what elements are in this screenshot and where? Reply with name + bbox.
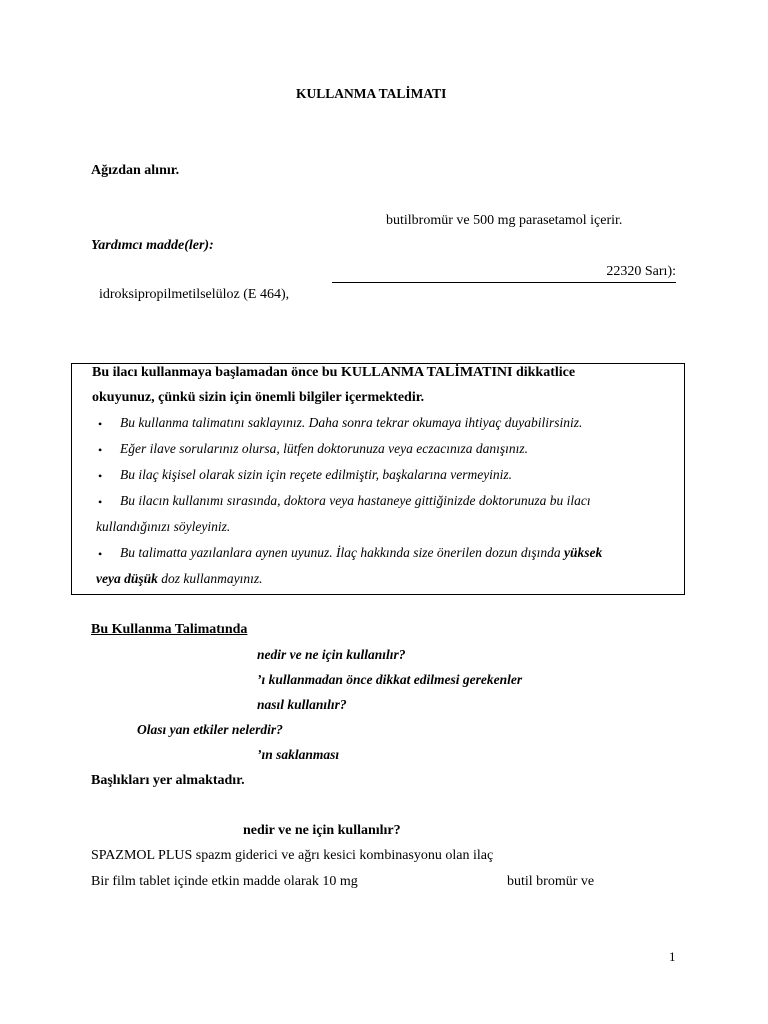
excipients-line-end: 22320 Sarı): <box>606 264 676 279</box>
warning-item: Bu ilacın kullanımı sırasında, doktora veya hastaneye gittiğinizde doktorunuza bu ilacı <box>120 493 591 508</box>
toc-item: nedir ve ne için kullanılır? <box>257 647 406 662</box>
toc-item: ’ı kullanmadan önce dikkat edilmesi gerekenler <box>257 672 523 687</box>
section-text-fragment: butil bromür ve <box>507 874 595 889</box>
toc-heading: Bu Kullanma Talimatında <box>91 622 248 637</box>
warning-item: Bu ilaç kişisel olarak sizin için reçete edilmiştir, başkalarına vermeyiniz. <box>120 467 513 482</box>
bullet-icon: • <box>98 547 103 561</box>
bullet-icon: • <box>98 495 103 509</box>
warning-line-2: okuyunuz, çünkü sizin için önemli bilgiler içermektedir. <box>92 390 425 405</box>
warning-item-last <box>120 545 602 561</box>
document-title: KULLANMA TALİMATI <box>296 86 447 101</box>
warning-line-1: Bu ilacı kullanmaya başlamadan önce bu KULLANMA TALİMATINI dikkatlice <box>92 365 576 380</box>
warning-item: Bu kullanma talimatını saklayınız. Daha sonra tekrar okumaya ihtiyaç duyabilirsiniz. <box>120 415 583 430</box>
toc-footer: Başlıkları yer almaktadır. <box>91 773 245 788</box>
excipients-line-2: idroksipropilmetilselüloz (E 464), <box>99 287 290 302</box>
emphasis-low: veya düşük <box>96 571 158 586</box>
bullet-icon: • <box>98 417 103 431</box>
emphasis-high: yüksek <box>563 545 603 560</box>
bullet-icon: • <box>98 469 103 483</box>
redacted-blank-line <box>332 282 676 283</box>
section-text-line: Bir film tablet içinde etkin madde olarak 10 mg <box>91 874 358 889</box>
toc-item: Olası yan etkiler nelerdir? <box>137 722 283 737</box>
page-number: 1 <box>669 949 676 964</box>
warning-item-text: doz kullanmayınız. <box>157 571 263 586</box>
active-ingredient-fragment: butilbromür ve 500 mg parasetamol içerir. <box>386 213 623 228</box>
section-text-line: SPAZMOL PLUS spazm giderici ve ağrı kesici kombinasyonu olan ilaç <box>91 848 494 863</box>
toc-item: nasıl kullanılır? <box>257 697 347 712</box>
section-heading: nedir ve ne için kullanılır? <box>243 823 401 838</box>
warning-item: Eğer ilave sorularınız olursa, lütfen doktorunuza veya eczacınıza danışınız. <box>120 441 528 456</box>
warning-item-continuation: kullandığınızı söyleyiniz. <box>96 519 231 534</box>
excipients-heading: Yardımcı madde(ler): <box>91 238 214 253</box>
warning-item-text: Bu talimatta yazılanlara aynen uyunuz. İlaç hakkında size önerilen dozun dışında <box>120 545 564 560</box>
toc-item: ’ın saklanması <box>257 747 340 762</box>
warning-item-last-continuation <box>96 571 263 587</box>
route-of-administration: Ağızdan alınır. <box>91 163 180 178</box>
bullet-icon: • <box>98 443 103 457</box>
